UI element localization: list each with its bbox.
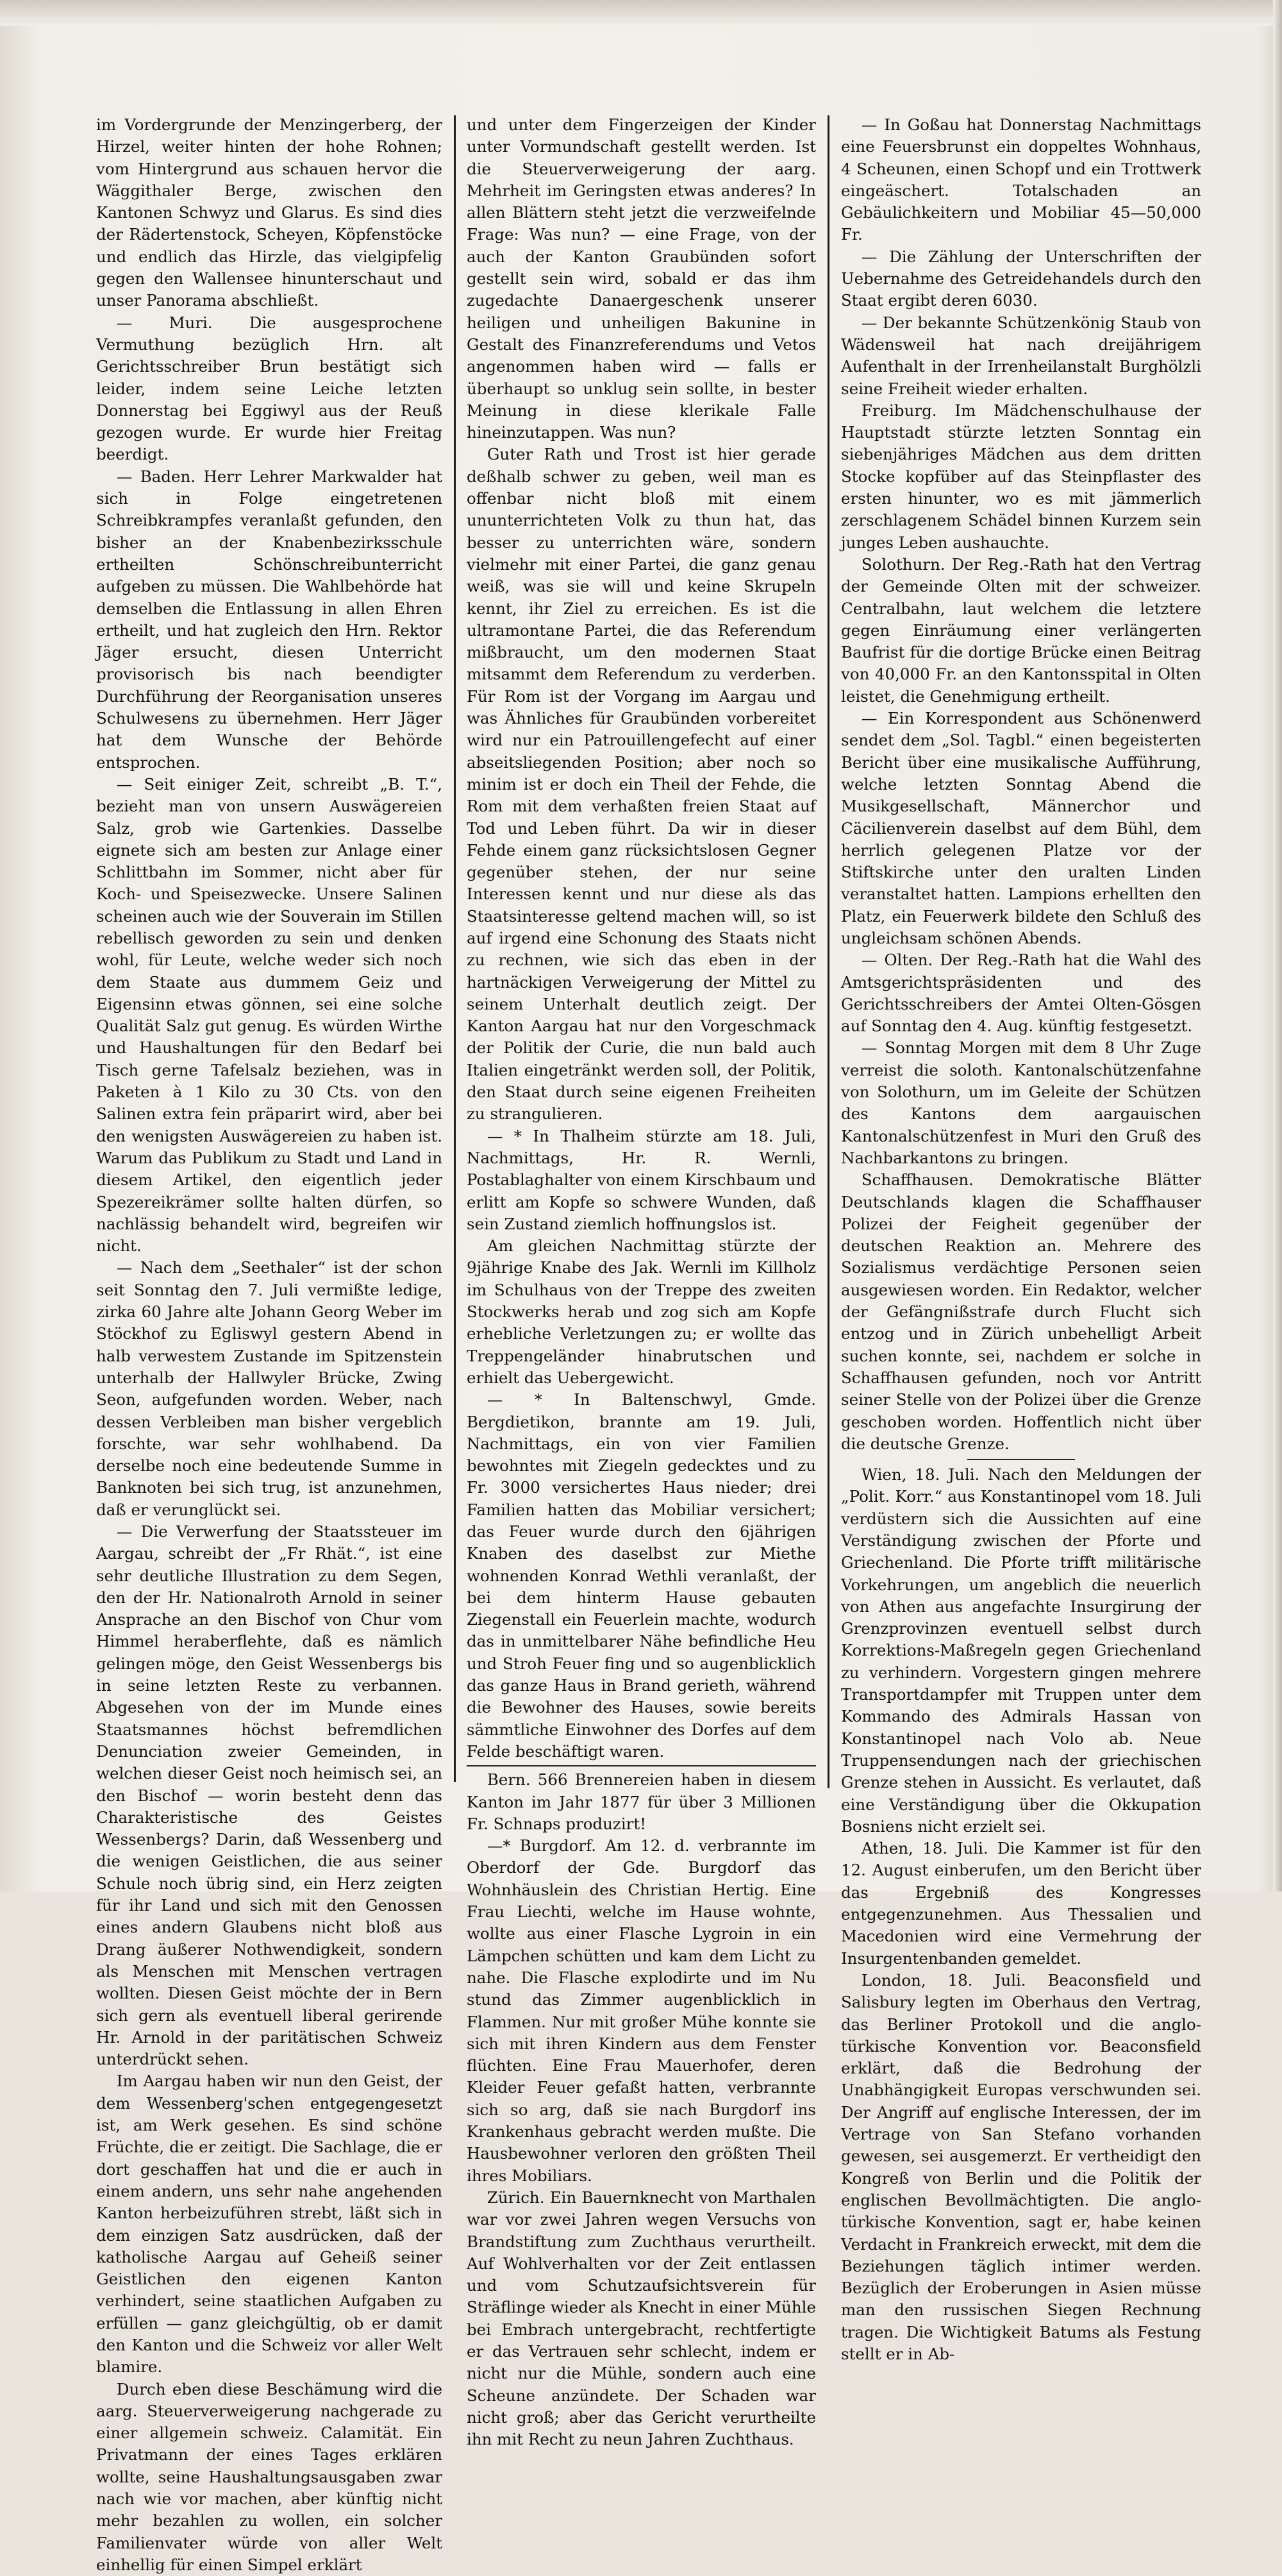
column-rule: [454, 115, 456, 1782]
paragraph: Schaffhausen. Demokratische Blätter Deutschlands klagen die Schaffhauser Polizei der Feigheit gegenüber der deutschen Reaktion an. Mehrere des Sozialismus verdächtige Personen seien ausgewiesen worden. Ein Redaktor, welcher der Gefängnißstrafe durch Flucht sich entzog und in Zürich unbehelligt Arbeit suchen konnte, sei, nachdem er solche in Schaffhausen gefunden, noch vor Antritt seiner Stelle von der Polizei über die Grenze geschoben worden. Hoffentlich nicht über die deutsche Grenze.: [841, 1170, 1201, 1453]
paragraph: —* Burgdorf. Am 12. d. verbrannte im Oberdorf der Gde. Burgdorf das Wohnhäuslein des Christian Hertig. Eine Frau Liechti, welche im Hause wohnte, wollte aus einer Flasche Lygroin in ein Lämpchen schütten und kam dem Licht zu nahe. Die Flasche explodirte und im Nu stund das Zimmer augenblicklich in Flammen. Nur mit großer Mühe konnte sie sich mit ihren Kindern aus dem Fenster flüchten. Eine Frau Mauerhofer, deren Kleider Feuer gefaßt hatten, verbrannte sich so arg, daß sie nach Burgdorf ins Krankenhaus gebracht werden mußte. Die Hausbewohner verloren den größten Theil ihres Mobiliars.: [467, 1836, 816, 2185]
paragraph: Am gleichen Nachmittag stürzte der 9jährige Knabe des Jak. Wernli im Killholz im Schulhaus von der Treppe des zweiten Stockwerks herab und zog sich am Kopfe erhebliche Verletzungen zu; er wollte das Treppengeländer hinabrutschen und erhielt das Uebergewicht.: [467, 1236, 816, 1387]
paragraph: — Die Verwerfung der Staatssteuer im Aargau, schreibt der „Fr Rhät.“, ist eine sehr deutliche Illustration zu dem Segen, den der Hr. Nationalroth Arnold in seiner Ansprache an den Bischof von Chur vom Himmel heraberflehte, daß es nämlich gelingen möge, den Geist Wessenbergs bis in seine letzten Reste zu verbannen. Abgesehen von der im Munde eines Staatsmannes höchst befremdlichen Denunciation zweier Gemeinden, in welchen dieser Geist noch heimisch sei, an den Bischof — worin besteht denn das Charakteristische des Geistes Wessenbergs? Darin, daß Wessenberg und die wenigen Geistlichen, die aus seiner Schule noch übrig sind, ein Herz zeigten für ihr Land und sich mit den Genossen eines andern Glaubens nicht bloß aus Drang äußerer Nothwendigkeit, sondern als Menschen mit Menschen vertragen wollten. Diesen Geist möchte der in Bern sich gern als eventuell liberal gerirende Hr. Arnold in der paritätischen Schweiz unterdrückt sehen.: [96, 1522, 442, 2069]
paragraph: — * In Baltenschwyl, Gmde. Bergdietikon, brannte am 19. Juli, Nachmittags, ein von vier Familien bewohntes mit Ziegeln gedecktes und zu Fr. 3000 versichertes Haus nieder; drei Familien hatten das Mobiliar versichert; das Feuer wurde durch den 6jährigen Knaben des daselbst zur Miethe wohnenden Konrad Wethli veranlaßt, der bei dem hinterm Hause gebauten Ziegenstall ein Feuerlein machte, wodurch das in unmittelbarer Nähe befindliche Heu und Stroh Feuer fing und so augenblicklich das ganze Haus in Brand gerieth, während die Bewohner des Hauses, sowie bereits sämmtliche Einwohner des Dorfes auf dem Felde beschäftigt waren.: [467, 1390, 816, 1761]
paragraph: Athen, 18. Juli. Die Kammer ist für den 12. August einberufen, um den Bericht über das Ergebniß des Kongresses entgegenzunehmen. Aus Thessalien und Macedonien wird eine Vermehrung der Insurgentenbanden gemeldet.: [841, 1839, 1201, 1968]
paragraph: Zürich. Ein Bauernknecht von Marthalen war vor zwei Jahren wegen Versuchs von Brandstiftung zum Zuchthaus verurtheilt. Auf Wohlverhalten vor der Zeit entlassen und vom Schutzaufsichtsverein für Sträflinge wieder als Knecht in einer Mühle bei Embrach untergebracht, rechtfertigte er das Vertrauen sehr schlecht, indem er nicht nur die Mühle, sondern auch eine Scheune anzündete. Der Schaden war nicht groß; aber das Gericht verurtheilte ihn mit Recht zu neun Jahren Zuchthaus.: [467, 2188, 816, 2449]
paragraph: und unter dem Fingerzeigen der Kinder unter Vormundschaft gestellt werden. Ist die Steuerverweigerung der aarg. Mehrheit im Geringsten etwas anderes? In allen Blättern steht jetzt die verzweifelnde Frage: Was nun? — eine Frage, von der auch der Kanton Graubünden sofort gestellt sein wird, sobald er das ihm zugedachte Danaergeschenk unserer heiligen und unheiligen Bakunine in Gestalt des Finanzreferendums und Vetos angenommen haben wird — falls er überhaupt so unklug sein sollte, in bester Meinung in diese klerikale Falle hineinzutappen. Was nun?: [467, 115, 816, 442]
paragraph: — Baden. Herr Lehrer Markwalder hat sich in Folge eingetretenen Schreibkrampfes veranlaßt gefunden, den bisher an der Knabenbezirksschule ertheilten Schönschreibunterricht aufgeben zu müssen. Die Wahlbehörde hat demselben die Entlassung in allen Ehren ertheilt, und hat zugleich den Hrn. Rektor Jäger ersucht, diesen Unterricht provisorisch bis nach beendigter Durchführung der Reorganisation unseres Schulwesens zu übernehmen. Herr Jäger hat dem Wunsche der Behörde entsprochen.: [96, 467, 442, 772]
paragraph: — Seit einiger Zeit, schreibt „B. T.“, bezieht man von unsern Auswägereien Salz, grob wie Gartenkies. Dasselbe eignete sich am besten zur Anlage einer Schlittbahn im Sommer, nicht aber für Koch- und Speisezwecke. Unsere Salinen scheinen auch wie der Souverain im Stillen rebellisch geworden zu sein und denken wohl, für Leute, welche weder sich noch dem Staate aus dummem Geiz und Eigensinn etwas gönnen, sei eine solche Qualität Salz gut genug. Es würden Wirthe und Haushaltungen für den Bedarf bei Tisch gerne Tafelsalz beziehen, was in Paketen à 1 Kilo zu 30 Cts. von den Salinen extra fein präparirt wird, aber bei den wenigsten Auswägereien zu haben ist. Warum das Publikum zu Stadt und Land in diesem Artikel, den eigentlich jeder Spezereikrämer sollte halten dürfen, so nachlässig behandelt wird, begreifen wir nicht.: [96, 774, 442, 1256]
paragraph: — Der bekannte Schützenkönig Staub von Wädensweil hat nach dreijährigem Aufenthalt in der Irrenheilanstalt Burghölzli seine Freiheit wieder erhalten.: [841, 313, 1201, 398]
paragraph: im Vordergrunde der Menzingerberg, der Hirzel, weiter hinten der hohe Rohnen; vom Hintergrund aus schauen hervor die Wäggithaler Berge, zwischen den Kantonen Schwyz und Glarus. Es sind dies der Rädertenstock, Scheyen, Köpfenstöcke und endlich das Hirzle, das vielgipfelig gegen den Wallensee hinunterschaut und unser Panorama abschließt.: [96, 115, 442, 310]
paragraph: Freiburg. Im Mädchenschulhause der Hauptstadt stürzte letzten Sonntag ein siebenjähriges Mädchen aus dem dritten Stocke kopfüber auf das Steinpflaster des ersten hinunter, wo es mit jämmerlich zerschlagenem Schädel binnen Kurzem sein junges Leben aushauchte.: [841, 401, 1201, 552]
paragraph: — Ein Korrespondent aus Schönenwerd sendet dem „Sol. Tagbl.“ einen begeisterten Bericht über eine musikalische Aufführung, welche letzten Sonntag Abend die Musikgesellschaft, Männerchor und Cäcilienverein daselbst auf dem Bühl, dem herrlich gelegenen Platze vor der Stiftskirche unter den uralten Linden veranstaltet hatten. Lampions erhellten den Platz, ein Feuerwerk bildete den Schluß des ungleichsam schönen Abends.: [841, 709, 1201, 947]
paragraph: Bern. 566 Brennereien haben in diesem Kanton im Jahr 1877 für über 3 Millionen Fr. Schnaps produzirt!: [467, 1770, 816, 1833]
paragraph: — Nach dem „Seethaler“ ist der schon seit Sonntag den 7. Juli vermißte ledige, zirka 60 Jahre alte Johann Georg Weber im Stöckhof zu Egliswyl gestern Abend in halb verwestem Zustande im Spitzenstein unterhalb der Hallwyler Brücke, Zwing Seon, aufgefunden worden. Weber, nach dessen Verbleiben man bisher vergeblich forschte, war sehr wohlhabend. Da derselbe noch eine bedeutende Summe in Banknoten bei sich trug, ist anzunehmen, daß er verunglückt sei.: [96, 1258, 442, 1519]
paragraph: Im Aargau haben wir nun den Geist, der dem Wessenberg'schen entgegengesetzt ist, am Werk gesehen. Es sind schöne Früchte, die er zeitigt. Die Sachlage, die er dort geschaffen hat und die er auch in einem andern, uns sehr nahe angehenden Kanton herbeizuführen strebt, läßt sich in dem einzigen Satz ausdrücken, daß der katholische Aargau auf Geheiß seiner Geistlichen den eigenen Kanton verhindert, seine staatlichen Aufgaben zu erfüllen — ganz gleichgültig, ob er damit den Kanton und die Schweiz vor aller Welt blamire.: [96, 2072, 442, 2377]
paragraph: Solothurn. Der Reg.-Rath hat den Vertrag der Gemeinde Olten mit der schweizer. Centralbahn, laut welchem die letztere gegen Einräumung einer verlängerten Baufrist für die dortige Brücke einen Beitrag von 40,000 Fr. an den Kantonsspital in Olten leistet, die Genehmigung ertheilt.: [841, 554, 1201, 706]
paragraph: — Sonntag Morgen mit dem 8 Uhr Zuge verreist die soloth. Kantonalschützenfahne von Solothurn, um im Geleite der Schützen des Kantons dem aargauischen Kantonalschützenfest in Muri den Gruß des Nachbarkantons zu bringen.: [841, 1038, 1201, 1167]
paragraph: — In Goßau hat Donnerstag Nachmittags eine Feuersbrunst ein doppeltes Wohnhaus, 4 Scheunen, einen Schopf und ein Trottwerk eingeäschert. Totalschaden an Gebäulichkeitern und Mobiliar 45—50,000 Fr.: [841, 115, 1201, 244]
column-1: [96, 114, 442, 2574]
section-divider: [467, 1765, 816, 1766]
paragraph: Wien, 18. Juli. Nach den Meldungen der „Polit. Korr.“ aus Konstantinopel vom 18. Juli verdüstern sich die Aussichten auf eine Verständigung zwischen der Pforte und Griechenland. Die Pforte trifft militärische Vorkehrungen, um angeblich die neuerlich von Athen aus angefachte Insurgirung der Grenzprovinzen eventuell selbst durch Korrektions-Maßregeln gegen Griechenland zu verhindern. Vorgestern gingen mehrere Transportdampfer mit Truppen unter dem Kommando des Admirals Hassan von Konstantinopel nach Volo ab. Neue Truppensendungen nach der griechischen Grenze stehen in Aussicht. Es verlautet, daß eine Verständigung über die Okkupation Bosniens nicht erzielt sei.: [841, 1465, 1201, 1836]
paragraph: Durch eben diese Beschämung wird die aarg. Steuerverweigerung nachgerade zu einer allgemein schweiz. Calamität. Ein Privatmann der eines Tages erklären wollte, seine Haushaltungsausgaben zwar nach wie vor machen, aber künftig nicht mehr bezahlen zu wollen, ein solcher Familienvater würde von aller Welt einhellig für einen Simpel erklärt: [96, 2379, 442, 2574]
column-3: [841, 114, 1201, 2363]
paragraph: — Olten. Der Reg.-Rath hat die Wahl des Amtsgerichtspräsidenten und des Gerichtsschreibers der Amtei Olten-Gösgen auf Sonntag den 4. Aug. künftig festgesetzt.: [841, 951, 1201, 1036]
paragraph: Guter Rath und Trost ist hier gerade deßhalb schwer zu geben, weil man es offenbar nicht bloß mit einem ununterrichteten Volk zu thun hat, das besser zu unterrichten wäre, sondern vielmehr mit einer Partei, die ganz genau weiß, was sie will und keine Skrupeln kennt, ihr Ziel zu erreichen. Es ist die ultramontane Partei, die das Referendum mißbraucht, um den modernen Staat mitsammt dem Referendum zu verderben. Für Rom ist der Vorgang im Aargau und was Ähnliches für Graubünden vorbereitet wird nur ein Patrouillengefecht auf einer abseitsliegenden Position; aber noch so minim ist er doch ein Theil der Fehde, die Rom mit dem verhaßten freien Staat auf Tod und Leben führt. Da wir in dieser Fehde einem ganz rücksichtslosen Gegner gegenüber stehen, der nur seine Interessen kennt und nur diese als das Staatsinteresse geltend machen will, so ist auf irgend eine Schonung des Staats nicht zu rechnen, wie sich das eben in der hartnäckigen Verweigerung der Mittel zu seinem Unterhalt deutlich zeigt. Der Kanton Aargau hat nur den Vorgeschmack der Politik der Curie, die nun bald auch Italien eingetränkt werden soll, der Politik, den Staat durch seine eigenen Freiheiten zu strangulieren.: [467, 445, 816, 1124]
scan-right-edge: [1273, 0, 1282, 1891]
paragraph: — Muri. Die ausgesprochene Vermuthung bezüglich Hrn. alt Gerichtsschreiber Brun bestätigt sich leider, indem seine Leiche letzten Donnerstag bei Eggiwyl aus der Reuß gezogen wurde. Er wurde hier Freitag beerdigt.: [96, 313, 442, 464]
scan-top-shadow: [0, 0, 1282, 26]
paragraph: — * In Thalheim stürzte am 18. Juli, Nachmittags, Hr. R. Wernli, Postablaghalter von einem Kirschbaum und erlitt am Kopfe so schwere Wunden, daß sein Zustand ziemlich hoffnungslos ist.: [467, 1126, 816, 1233]
section-separator: [967, 1459, 1076, 1460]
paragraph: — Die Zählung der Unterschriften der Uebernahme des Getreidehandels durch den Staat ergibt deren 6030.: [841, 247, 1201, 310]
column-2: [467, 114, 816, 2449]
column-rule: [828, 115, 829, 1788]
paragraph: London, 18. Juli. Beaconsfield und Salisbury legten im Oberhaus den Vertrag, das Berliner Protokoll und die anglo-türkische Konvention vor. Beaconsfield erklärt, daß die Bedrohung der Unabhängigkeit Europas verschwunden sei. Der Angriff auf englische Interessen, der im Vertrage von San Stefano vorhanden gewesen, sei ausgemerzt. Er vertheidigt den Kongreß von Berlin und die Politik der englischen Bevollmächtigten. Die anglo-türkische Konvention, sagt er, habe keinen Verdacht in Frankreich erweckt, mit dem die Beziehungen täglich intimer werden. Bezüglich der Eroberungen in Asien müsse man den russischen Siegen Rechnung tragen. Die Wichtigkeit Batums als Festung stellt er in Ab-: [841, 1970, 1201, 2363]
